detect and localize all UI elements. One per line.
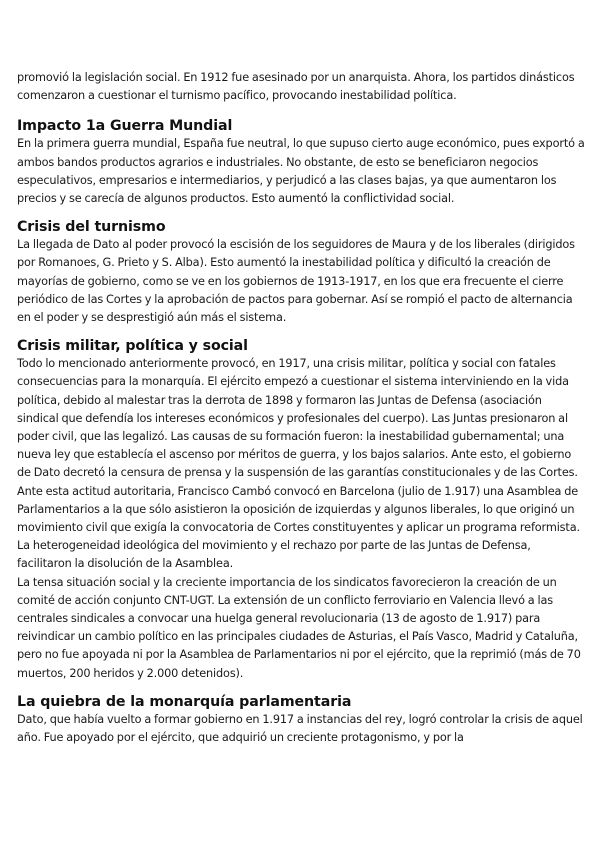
intro-paragraph: promovió la legislación social. En 1912 fue asesinado por un anarquista. Ahora, los partidos dinásticos comenzaron a cuestionar el turnismo pacífico, provocando inestabilidad política.: [17, 71, 575, 103]
section-paragraph: La llegada de Dato al poder provocó la escisión de los seguidores de Maura y de los liberales (dirigidos por Romanoes, G. Prieto y S. Alba). Esto aumentó la inestabilidad política y dificultó la creación de mayorías de gobierno, como se ve en los gobiernos de 1913-1917, en los que era frecuente el cierre periódico de las Cortes y la aprobación de pactos para gobernar. Así se rompió el pacto de alternancia en el poder y se desprestigió aún más el sistema.: [17, 238, 575, 325]
section-heading-crisis-militar: Crisis militar, política y social: [17, 338, 248, 355]
section-paragraph: La tensa situación social y la creciente importancia de los sindicatos favorecieron la creación de un comité de acción conjunto CNT-UGT. La extensión de un conflicto ferroviario en Valencia llevó a las centrales sindicales a convocar una huelga general revolucionaria (13 de agosto de 1.917) para reivindicar un cambio político en las principales ciudades de Asturias, el País Vasco, Madrid y Cataluña, pero no fue apoyada ni por la Asamblea de Parlamentarios ni por el ejército, que la reprimió (más de 70 muertos, 200 heridos y 2.000 detenidos).: [17, 575, 581, 680]
section-heading-quiebra-monarquia: La quiebra de la monarquía parlamentaria: [17, 693, 352, 710]
document-page: [17, 69, 585, 747]
section-paragraph: Todo lo mencionado anteriormente provocó, en 1917, una crisis militar, política y social con fatales consecuencias para la monarquía. El ejército empezó a cuestionar el sistema interviniendo en la vida política, debido al malestar tras la derrota de 1898 y formaron las Juntas de Defensa (asociación sindical que defendía los intereses económicos y profesionales del cuerpo). Las Juntas presionaron al poder civil, que las legalizó. Las causas de su formación fueron: la inestabilidad gubernamental; una nueva ley que establecía el ascenso por méritos de guerra, y los bajos salarios. Ante esto, el gobierno de Dato decretó la censura de prensa y la suspensión de las garantías constitucionales y de las Cortes. Ante esta actitud autoritaria, Francisco Cambó convocó en Barcelona (julio de 1.917) una Asamblea de Parlamentarios a la que sólo asistieron la oposición de izquierdas y algunos liberales, lo que originó un movimiento civil que exigía la convocatoria de Cortes constituyentes y aplicar un programa reformista. La heterogeneidad ideológica del movimiento y el rechazo por parte de las Juntas de Defensa, facilitaron la disolución de la Asamblea.: [17, 357, 580, 571]
section-heading-crisis-turnismo: Crisis del turnismo: [17, 219, 166, 236]
section-paragraph: Dato, que había vuelto a formar gobierno en 1.917 a instancias del rey, logró controlar la crisis de aquel año. Fue apoyado por el ejército, que adquirió un creciente protagonismo, y por la: [17, 712, 583, 745]
section-paragraph: En la primera guerra mundial, España fue neutral, lo que supuso cierto auge económico, pues exportó a ambos bandos productos agrarios e industriales. No obstante, de esto se beneficiaron negocios especulativos, empresarios e intermediarios, y perjudicó a las clases bajas, ya que aumentaron los precios y se carecía de algunos productos. Esto aumentó la conflictividad social.: [17, 137, 585, 206]
section-heading-impacto-guerra: Impacto 1a Guerra Mundial: [17, 118, 233, 135]
